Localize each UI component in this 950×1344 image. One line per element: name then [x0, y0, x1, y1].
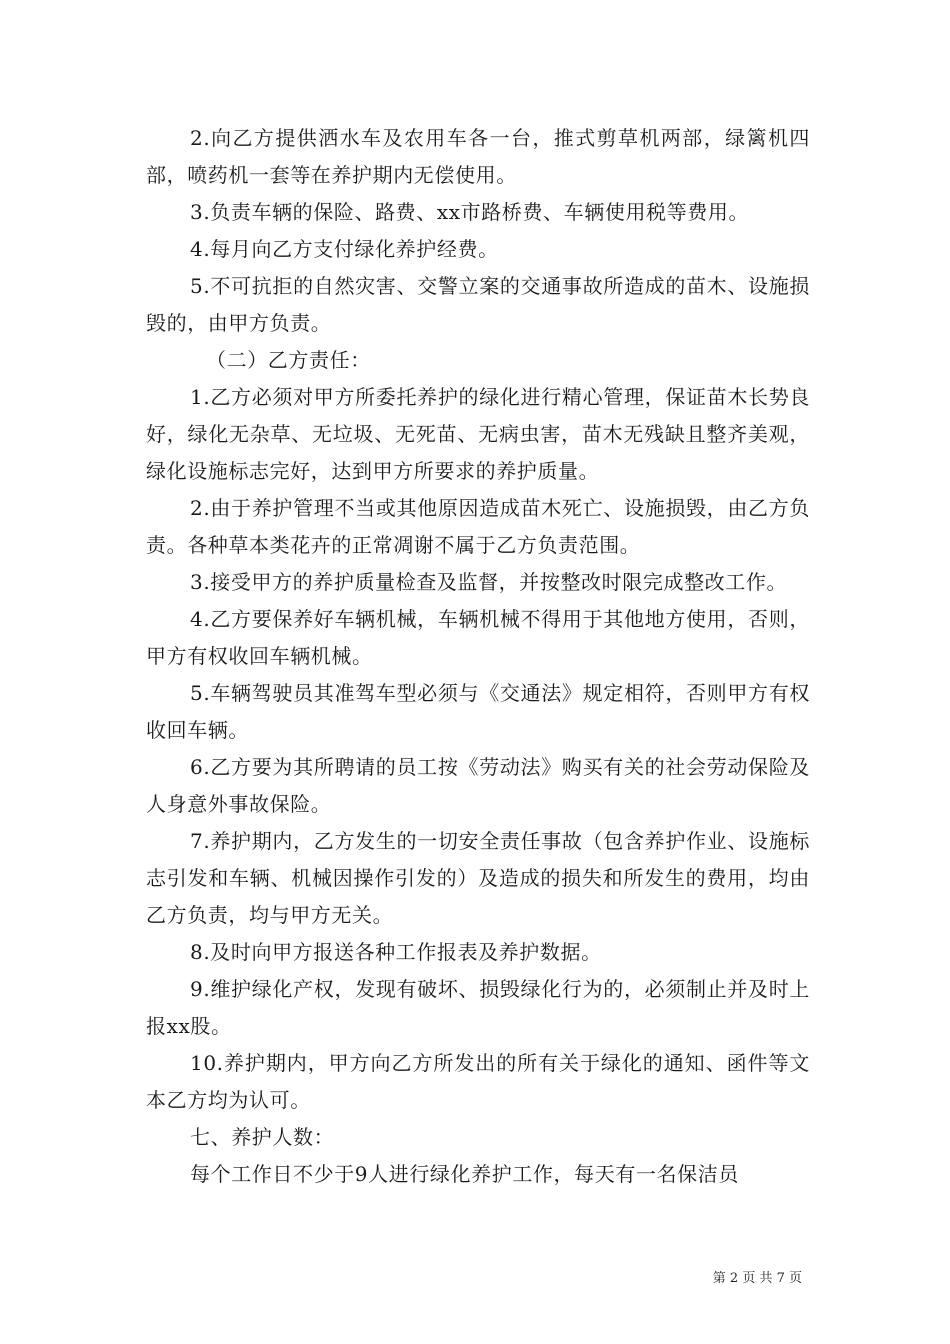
- section-heading: 七、养护人数：: [190, 1125, 335, 1149]
- clause-paragraph: 6.乙方要为其所聘请的员工按《劳动法》购买有关的社会劳动保险及人身意外事故保险。: [146, 755, 810, 816]
- page-number-footer: 第 2 页 共 7 页: [712, 1271, 802, 1286]
- document-body: [146, 120, 810, 1193]
- clause-paragraph: 3.接受甲方的养护质量检查及监督，并按整改时限完成整改工作。: [190, 570, 788, 594]
- clause-paragraph: 9.维护绿化产权，发现有破坏、损毁绿化行为的，必须制止并及时上报xx股。: [146, 977, 810, 1038]
- clause-paragraph: 3.负责车辆的保险、路费、xx市路桥费、车辆使用税等费用。: [190, 200, 750, 224]
- clause-paragraph: 5.不可抗拒的自然灾害、交警立案的交通事故所造成的苗木、设施损毁的，由甲方负责。: [146, 274, 810, 335]
- clause-paragraph: 5.车辆驾驶员其准驾车型必须与《交通法》规定相符，否则甲方有权收回车辆。: [146, 681, 810, 742]
- clause-paragraph: 8.及时向甲方报送各种工作报表及养护数据。: [190, 940, 602, 964]
- clause-paragraph: 2.向乙方提供洒水车及农用车各一台，推式剪草机两部，绿篱机四部，喷药机一套等在养护期内无偿使用。: [146, 126, 810, 187]
- clause-paragraph: 4.每月向乙方支付绿化养护经费。: [190, 237, 499, 261]
- clause-paragraph: 1.乙方必须对甲方所委托养护的绿化进行精心管理，保证苗木长势良好，绿化无杂草、无垃圾、无死苗、无病虫害，苗木无残缺且整齐美观，绿化设施标志完好，达到甲方所要求的养护质量。: [146, 385, 810, 483]
- clause-paragraph: 2.由于养护管理不当或其他原因造成苗木死亡、设施损毁，由乙方负责。各种草本类花卉的正常凋谢不属于乙方负责范围。: [146, 496, 810, 557]
- clause-paragraph: 4.乙方要保养好车辆机械，车辆机械不得用于其他地方使用，否则，甲方有权收回车辆机械。: [146, 607, 810, 668]
- section-heading: （二）乙方责任：: [206, 348, 371, 372]
- clause-paragraph: 7.养护期内，乙方发生的一切安全责任事故（包含养护作业、设施标志引发和车辆、机械因操作引发的）及造成的损失和所发生的费用，均由乙方负责，均与甲方无关。: [146, 829, 810, 927]
- clause-paragraph: 每个工作日不少于9人进行绿化养护工作，每天有一名保洁员: [190, 1162, 739, 1186]
- clause-paragraph: 10.养护期内，甲方向乙方所发出的所有关于绿化的通知、函件等文本乙方均为认可。: [146, 1051, 810, 1112]
